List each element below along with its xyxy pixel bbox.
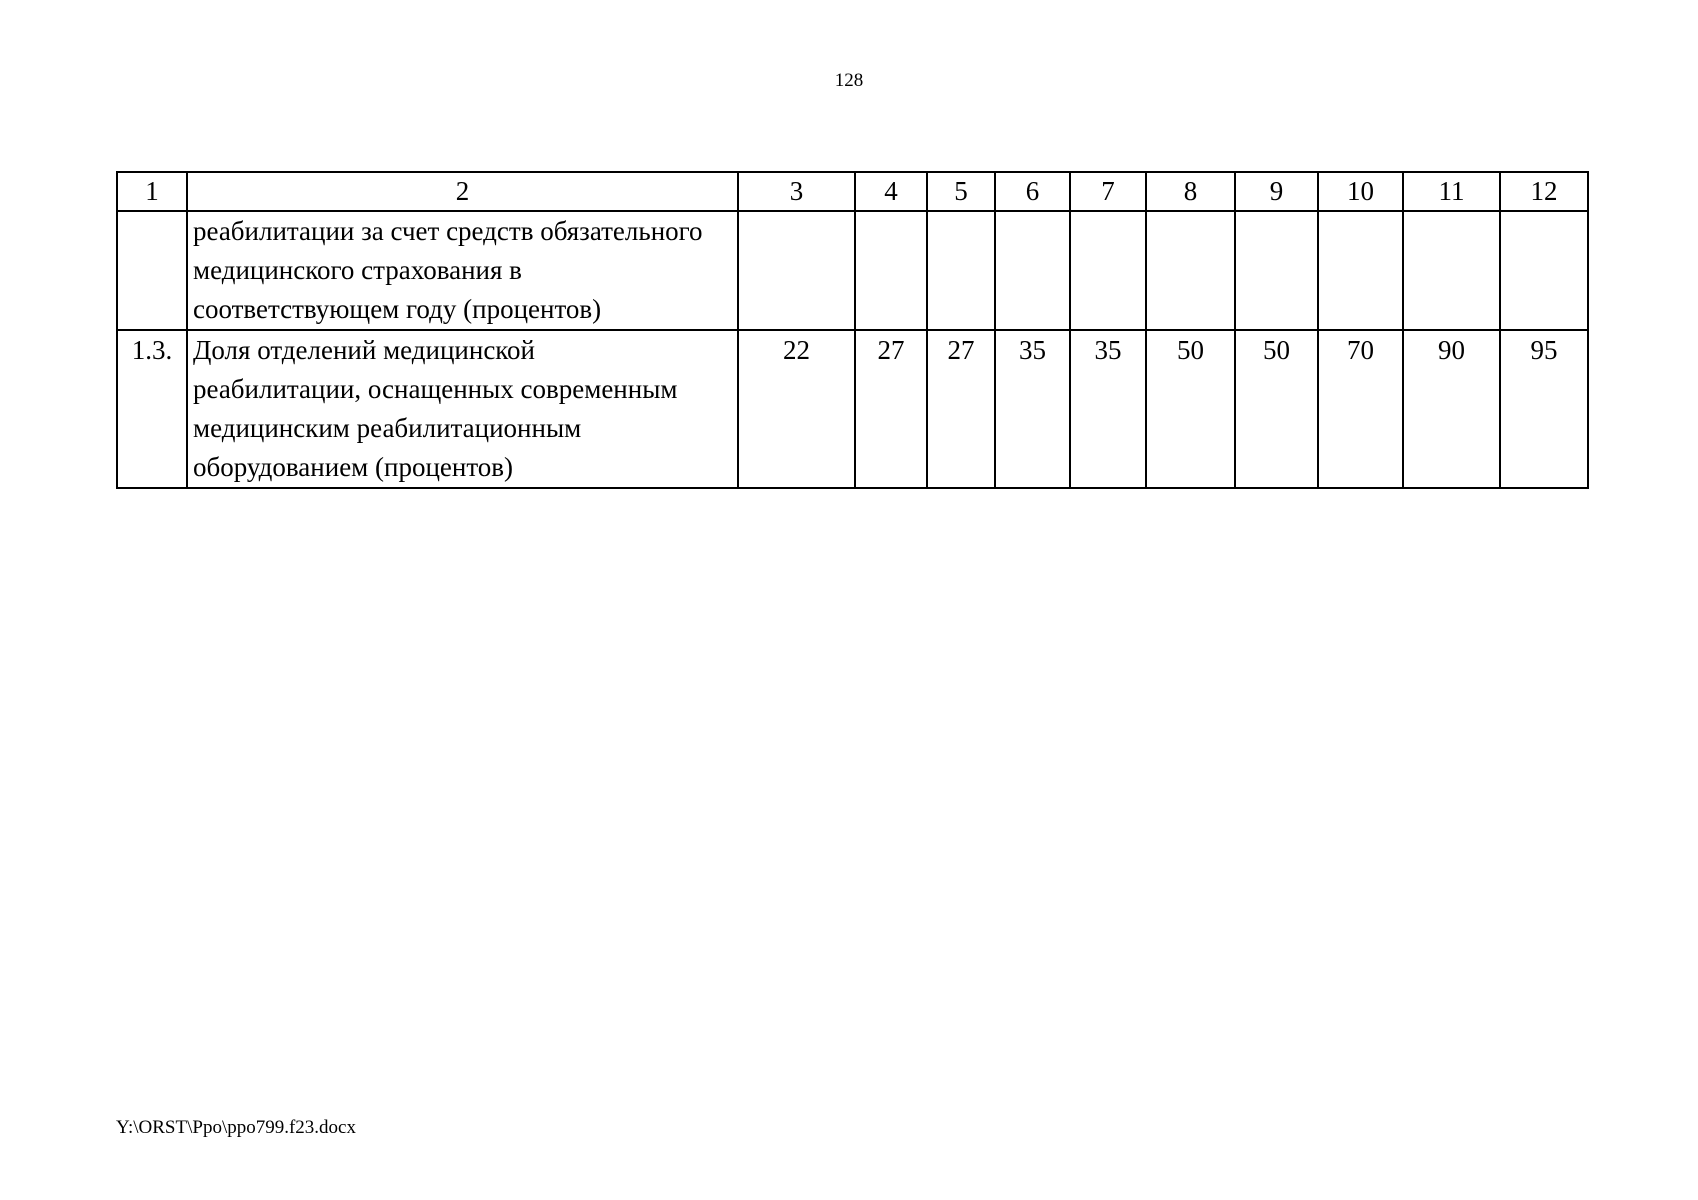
row-description-cell (187, 211, 738, 330)
table-row (117, 330, 1588, 488)
header-cell: 9 (1235, 172, 1318, 211)
description-line: реабилитации за счет средств обязательного (193, 216, 703, 246)
value-cell: 50 (1146, 330, 1235, 488)
value-cell: 35 (995, 330, 1070, 488)
value-cell (855, 211, 927, 330)
value-cell (927, 211, 995, 330)
header-cell: 8 (1146, 172, 1235, 211)
value-cell: 70 (1318, 330, 1403, 488)
header-cell: 3 (738, 172, 855, 211)
header-cell: 12 (1500, 172, 1588, 211)
indicators-table (116, 171, 1589, 489)
value-cell (1318, 211, 1403, 330)
header-cell: 2 (187, 172, 738, 211)
description-line: медицинским реабилитационным (193, 413, 582, 443)
header-cell: 11 (1403, 172, 1500, 211)
value-cell (995, 211, 1070, 330)
value-cell (1070, 211, 1146, 330)
table-header-row (117, 172, 1588, 211)
header-cell: 5 (927, 172, 995, 211)
value-cell: 50 (1235, 330, 1318, 488)
header-cell: 7 (1070, 172, 1146, 211)
footer-file-path: Y:\ORST\Ppo\ppo799.f23.docx (116, 1117, 356, 1138)
row-number-cell (117, 211, 187, 330)
header-cell: 4 (855, 172, 927, 211)
value-cell: 27 (927, 330, 995, 488)
value-cell: 35 (1070, 330, 1146, 488)
description-line: медицинского страхования в (193, 255, 522, 285)
header-cell: 6 (995, 172, 1070, 211)
value-cell (1403, 211, 1500, 330)
value-cell: 95 (1500, 330, 1588, 488)
value-cell: 22 (738, 330, 855, 488)
description-line: соответствующем году (процентов) (193, 294, 602, 324)
description-line: Доля отделений медицинской (193, 335, 535, 365)
value-cell (1146, 211, 1235, 330)
row-description-cell (187, 330, 738, 488)
value-cell (1500, 211, 1588, 330)
value-cell: 90 (1403, 330, 1500, 488)
value-cell: 27 (855, 330, 927, 488)
description-line: оборудованием (процентов) (193, 452, 514, 482)
header-cell: 1 (117, 172, 187, 211)
value-cell (738, 211, 855, 330)
description-line: реабилитации, оснащенных современным (193, 374, 678, 404)
row-number-cell: 1.3. (117, 330, 187, 488)
page-number: 128 (834, 70, 864, 91)
value-cell (1235, 211, 1318, 330)
header-cell: 10 (1318, 172, 1403, 211)
table-row (117, 211, 1588, 330)
